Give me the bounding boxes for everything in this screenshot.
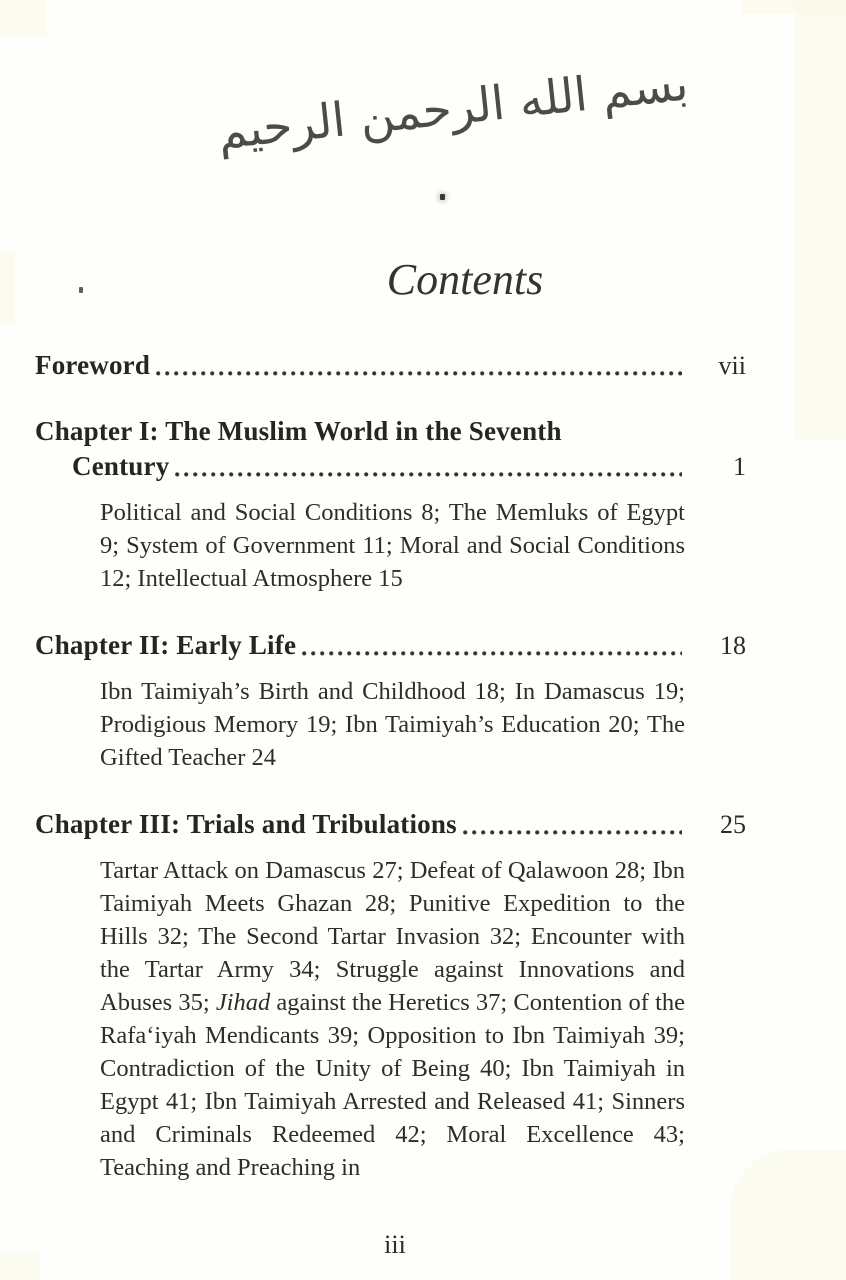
page-title: Contents xyxy=(386,255,544,304)
chapter-topics: Political and Social Conditions 8; The Memluks of Egypt 9; System of Government 11; Moral and Social Conditions 12; Intellectual Atmosphere 15 xyxy=(100,499,685,592)
chapter-title: Chapter II: Early Life xyxy=(35,630,297,660)
chapter-topics-segment: against the Heretics 37; Contention of the Rafa‘iyah Mendicants 39; Opposition to Ibn Taimiyah 39; Contradiction of the Unity of Being 40; Ibn Taimiyah in Egypt 41; Ibn Taimiyah Arrested and Released 41; Sinners and Criminals Redeemed 42; Moral Excellence 43; Teaching and Preaching in xyxy=(100,989,685,1181)
chapter-title-line2 xyxy=(35,449,746,484)
dot-leader xyxy=(175,472,682,477)
toc-entry-chapter-3 xyxy=(35,807,746,1184)
scan-edge-tint xyxy=(730,1150,846,1280)
dot-leader xyxy=(463,830,682,835)
chapter-topics xyxy=(100,854,685,1184)
scan-dust-speck xyxy=(440,194,445,200)
chapter-title: Chapter III: Trials and Tribulations xyxy=(35,809,457,839)
folio-page-number: iii xyxy=(384,1230,406,1259)
chapter-topics: Ibn Taimiyah’s Birth and Childhood 18; In Damascus 19; Prodigious Memory 19; Ibn Taimiyah’s Education 20; The Gifted Teacher 24 xyxy=(100,678,685,771)
toc-entry-chapter-1 xyxy=(35,414,746,595)
toc-page-number: vii xyxy=(718,351,746,380)
toc-page-number: 1 xyxy=(733,452,746,481)
toc-entry-chapter-2 xyxy=(35,628,746,774)
chapter-topics-italic-term: Jihad xyxy=(215,989,271,1016)
dot-leader xyxy=(156,371,682,376)
chapter-title-line xyxy=(35,628,746,663)
chapter-title-continuation: Century xyxy=(72,451,170,481)
bismillah-calligraphy: بسم الله الرحمن الرحيم xyxy=(215,56,691,161)
scan-edge-tint xyxy=(0,0,46,36)
toc-entry-foreword xyxy=(35,348,746,383)
toc-page-number: 18 xyxy=(720,631,746,660)
toc-entry-label: Foreword xyxy=(35,350,151,380)
table-of-contents xyxy=(35,348,746,1184)
chapter-title-line1: Chapter I: The Muslim World in the Seventh xyxy=(35,416,562,446)
dot-leader xyxy=(302,651,682,656)
toc-page-number: 25 xyxy=(720,810,746,839)
chapter-title-line xyxy=(35,807,746,842)
chapter-topics-segment: Tartar Attack on Damascus 27; Defeat of Qalawoon 28; Ibn Taimiyah Meets Ghazan 28; Punitive Expedition to the Hills 32; The Second Tartar Invasion 32; Encounter with the Tartar Army 34; Struggle against Innovations and Abuses 35; xyxy=(100,857,685,1016)
scan-edge-tint xyxy=(0,252,15,324)
